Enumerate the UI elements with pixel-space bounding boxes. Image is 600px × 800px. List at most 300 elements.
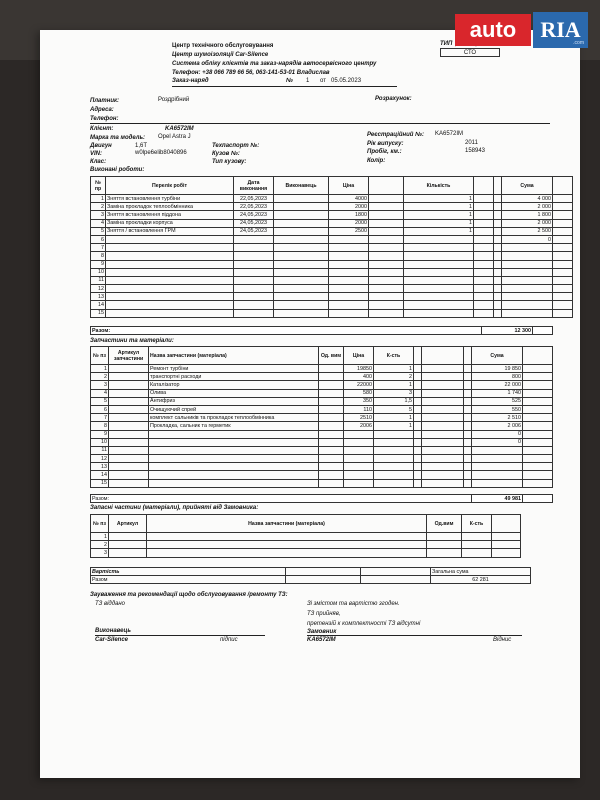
cp-col-qty: К-сть: [462, 515, 492, 533]
parts-cell-art: [109, 373, 149, 381]
parts-cell-price: [344, 430, 374, 438]
parts-cell-unit: [319, 397, 344, 405]
parts-cell-art: [109, 365, 149, 373]
parts-cell-qty: 5: [374, 405, 414, 413]
parts-row: [91, 405, 553, 413]
parts-cell-sum: [472, 463, 523, 471]
works-cell-price: [329, 293, 369, 301]
parts-cell-n: 6: [91, 405, 109, 413]
parts-cell-name: Олива: [149, 389, 319, 397]
parts-cell-unit: [319, 471, 344, 479]
parts-cell-art: [109, 455, 149, 463]
parts-cell-price: [344, 438, 374, 446]
parts-cell-qty: 1: [374, 381, 414, 389]
parts-cell-unit: [319, 381, 344, 389]
parts-cell-art: [109, 463, 149, 471]
client-parts-cell-n: 3: [91, 549, 109, 557]
parts-col-price: Ціна: [344, 347, 374, 365]
works-cell-sum: [502, 260, 553, 268]
parts-col-art: Артикул запчастини: [109, 347, 149, 365]
works-cell-n: 15: [91, 309, 106, 317]
parts-cell-qty: [374, 455, 414, 463]
parts-cell-n: 4: [91, 389, 109, 397]
payer-label: Платник:: [90, 98, 120, 104]
parts-cell-unit: [319, 414, 344, 422]
works-cell-sum: 4 000: [502, 195, 553, 203]
client-parts-table: [90, 514, 521, 558]
parts-cell-unit: [319, 430, 344, 438]
engine-label: Двигун: [90, 143, 112, 149]
autoria-watermark: [455, 12, 590, 50]
works-cell-n: 14: [91, 301, 106, 309]
parts-cell-n: 3: [91, 381, 109, 389]
works-total: [90, 326, 553, 335]
parts-cell-qty: 3: [374, 389, 414, 397]
parts-cell-n: 7: [91, 414, 109, 422]
works-col-executor: Виконавець: [274, 177, 329, 195]
works-row: [91, 309, 573, 317]
parts-cell-price: 350: [344, 397, 374, 405]
parts-cell-sum: [472, 471, 523, 479]
total-cost-label: Загальна сума: [431, 568, 531, 576]
parts-cell-qty: 1: [374, 422, 414, 430]
works-cell-n: 8: [91, 252, 106, 260]
works-cell-date: [234, 309, 274, 317]
works-cell-sum: 2 000: [502, 219, 553, 227]
works-cell-qty: [404, 235, 474, 243]
works-cell-name: [106, 276, 234, 284]
works-cell-qty: [404, 244, 474, 252]
works-cell-name: [106, 301, 234, 309]
works-row: [91, 211, 573, 219]
parts-cell-name: комплект сальників та прокладок теплообмінника: [149, 414, 319, 422]
parts-cell-name: [149, 455, 319, 463]
remarks-value: ТЗ віддано: [95, 601, 126, 607]
works-cell-price: [329, 268, 369, 276]
works-cell-name: [106, 244, 234, 252]
watermark-ria: [533, 12, 588, 48]
works-row: [91, 195, 573, 203]
works-row: [91, 260, 573, 268]
parts-row: [91, 397, 553, 405]
works-cell-date: [234, 301, 274, 309]
cp-col-art: Артикул: [109, 515, 147, 533]
parts-row: [91, 438, 553, 446]
parts-col-no: № пз: [91, 347, 109, 365]
works-cell-n: 11: [91, 276, 106, 284]
works-cell-name: Зняття / встановлення ГРМ: [106, 227, 234, 235]
parts-cell-qty: [374, 463, 414, 471]
parts-cell-art: [109, 422, 149, 430]
works-cell-price: [329, 301, 369, 309]
parts-cell-qty: [374, 471, 414, 479]
customer-label: Замовник: [307, 629, 337, 635]
works-cell-sum: [502, 301, 553, 309]
works-cell-date: [234, 244, 274, 252]
parts-col-qty: К-сть: [374, 347, 414, 365]
model-value: Opel Astra J: [158, 134, 191, 140]
parts-cell-name: Прокладка, сальник та герметик: [149, 422, 319, 430]
works-cell-n: 12: [91, 285, 106, 293]
parts-cell-unit: [319, 389, 344, 397]
works-cell-qty: 1: [404, 227, 474, 235]
parts-cell-n: 14: [91, 471, 109, 479]
reg-value: KA6572IM: [435, 131, 464, 137]
reg-label: Реєстраційний №:: [367, 132, 425, 138]
parts-cell-sum: 2 510: [472, 414, 523, 422]
works-cell-qty: [404, 309, 474, 317]
parts-row: [91, 471, 553, 479]
parts-row: [91, 422, 553, 430]
works-cell-sum: 0: [502, 235, 553, 243]
account-label: Розрахунок:: [375, 96, 412, 102]
parts-cell-n: 5: [91, 397, 109, 405]
parts-cell-name: Очищуючий спрей: [149, 405, 319, 413]
works-cell-name: [106, 260, 234, 268]
address-label: Адреса:: [90, 107, 114, 113]
order-document: [40, 30, 580, 778]
parts-cell-art: [109, 438, 149, 446]
works-cell-price: [329, 309, 369, 317]
parts-cell-n: 2: [91, 373, 109, 381]
works-cell-sum: [502, 276, 553, 284]
order-no-label: №: [286, 78, 293, 84]
works-table: [90, 176, 573, 318]
works-cell-qty: 1: [404, 195, 474, 203]
parts-cell-price: 110: [344, 405, 374, 413]
works-title: Виконані роботи:: [90, 167, 145, 173]
parts-total-label: Разом:: [91, 495, 472, 503]
parts-cell-name: [149, 463, 319, 471]
agree-line-1: Зі змістом та вартістю згоден.: [307, 601, 400, 607]
works-cell-sum: 1 800: [502, 211, 553, 219]
parts-cell-price: [344, 471, 374, 479]
works-cell-qty: [404, 268, 474, 276]
works-cell-sum: [502, 252, 553, 260]
system-name: Система обліку клієнтів та заказ-нарядів автосервісного центру: [172, 61, 377, 67]
customer-sign: Віднис: [493, 637, 512, 643]
works-cell-date: [234, 260, 274, 268]
works-cell-date: 24,05,2023: [234, 227, 274, 235]
year-value: 2011: [465, 140, 478, 146]
parts-cell-art: [109, 397, 149, 405]
works-cell-n: 10: [91, 268, 106, 276]
parts-cell-name: [149, 438, 319, 446]
parts-cell-n: 9: [91, 430, 109, 438]
parts-cell-sum: [472, 455, 523, 463]
works-col-date: Дата виконання: [234, 177, 274, 195]
parts-cell-name: [149, 446, 319, 454]
executor-sign: підпис: [220, 637, 238, 643]
parts-cell-sum: 22 000: [472, 381, 523, 389]
parts-cell-sum: 0: [472, 438, 523, 446]
parts-cell-price: 2006: [344, 422, 374, 430]
order-from-label: от: [320, 78, 326, 84]
works-cell-sum: 2 500: [502, 227, 553, 235]
works-cell-qty: [404, 276, 474, 284]
works-cell-name: [106, 252, 234, 260]
works-cell-sum: [502, 293, 553, 301]
parts-cell-unit: [319, 479, 344, 487]
parts-cell-name: Антифриз: [149, 397, 319, 405]
parts-cell-art: [109, 471, 149, 479]
class-label: Клас:: [90, 159, 107, 165]
works-cell-date: [234, 252, 274, 260]
client-parts-title: Запасні частини (матеріали), прийняті від Замовника:: [90, 505, 259, 511]
parts-cell-price: [344, 463, 374, 471]
parts-cell-price: [344, 479, 374, 487]
parts-cell-price: 19850: [344, 365, 374, 373]
parts-total-value: 49 981: [472, 495, 523, 503]
parts-cell-qty: [374, 446, 414, 454]
parts-row: [91, 430, 553, 438]
watermark-ria-text: RIA: [540, 17, 581, 42]
works-cell-price: 2000: [329, 219, 369, 227]
remarks-title: Зауваження та рекомендації щодо обслуговування /ремонту ТЗ:: [90, 592, 288, 598]
parts-cell-name: [149, 430, 319, 438]
works-col-price: Ціна: [329, 177, 369, 195]
parts-cell-unit: [319, 463, 344, 471]
parts-cell-price: [344, 446, 374, 454]
org-name: Центр технічного обслуговування: [172, 43, 274, 49]
phone-line: Телефон: +38 066 789 66 56, 063-141-53-01 Владислав: [172, 70, 330, 76]
parts-cell-unit: [319, 446, 344, 454]
works-cell-date: [234, 268, 274, 276]
year-label: Рік випуску:: [367, 141, 404, 147]
works-cell-date: [234, 276, 274, 284]
works-cell-price: 2500: [329, 227, 369, 235]
works-row: [91, 285, 573, 293]
works-row: [91, 227, 573, 235]
parts-cell-price: 580: [344, 389, 374, 397]
cp-col-no: № пз: [91, 515, 109, 533]
engine-value: 1,6T: [135, 143, 148, 149]
works-cell-qty: [404, 260, 474, 268]
works-cell-qty: [404, 285, 474, 293]
works-total-value: 12 300: [482, 327, 533, 335]
summary-table: [90, 567, 531, 584]
works-cell-n: 13: [91, 293, 106, 301]
parts-cell-art: [109, 430, 149, 438]
works-cell-qty: [404, 293, 474, 301]
works-cell-date: 24,05,2023: [234, 211, 274, 219]
sum-value: 62 281: [431, 576, 531, 584]
parts-cell-price: 2510: [344, 414, 374, 422]
parts-cell-n: 8: [91, 422, 109, 430]
parts-cell-art: [109, 414, 149, 422]
works-cell-qty: 1: [404, 219, 474, 227]
parts-cell-name: Ремонт турбіни: [149, 365, 319, 373]
parts-cell-sum: [472, 479, 523, 487]
payer-value: Роздрібний: [158, 97, 190, 103]
parts-cell-sum: [472, 446, 523, 454]
works-cell-sum: [502, 309, 553, 317]
parts-col-sum: Сума: [472, 347, 523, 365]
works-cell-qty: [404, 301, 474, 309]
parts-cell-sum: 525: [472, 397, 523, 405]
works-row: [91, 252, 573, 260]
model-label: Марка та модель:: [90, 135, 146, 141]
parts-cell-n: 10: [91, 438, 109, 446]
works-cell-date: [234, 285, 274, 293]
parts-cell-qty: 1,5: [374, 397, 414, 405]
parts-col-name: Назва запчастини (матеріала): [149, 347, 319, 365]
parts-row: [91, 455, 553, 463]
parts-cell-n: 1: [91, 365, 109, 373]
body-no-label: Кузов №:: [212, 151, 240, 157]
client-parts-row: [91, 533, 521, 541]
works-cell-name: Зняття встановлення турбіни: [106, 195, 234, 203]
parts-cell-price: [344, 455, 374, 463]
order-label: Заказ-наряд: [172, 78, 209, 84]
mileage-label: Пробіг, км.:: [367, 149, 402, 155]
type-label: ТИП: [440, 41, 453, 47]
parts-row: [91, 389, 553, 397]
parts-cell-sum: 19 850: [472, 365, 523, 373]
body-type-label: Тип кузову:: [212, 159, 247, 165]
parts-row: [91, 479, 553, 487]
works-cell-price: 4000: [329, 195, 369, 203]
works-cell-sum: [502, 244, 553, 252]
works-cell-n: 6: [91, 235, 106, 243]
parts-cell-n: 11: [91, 446, 109, 454]
cp-col-name: Назва запчастини (матеріала): [147, 515, 427, 533]
color-label: Колір:: [367, 158, 386, 164]
parts-cell-n: 12: [91, 455, 109, 463]
parts-cell-sum: 800: [472, 373, 523, 381]
parts-cell-sum: 2 006: [472, 422, 523, 430]
works-cell-name: [106, 293, 234, 301]
works-cell-date: 22,05,2023: [234, 195, 274, 203]
works-row: [91, 276, 573, 284]
parts-col-unit: Од. вим: [319, 347, 344, 365]
parts-cell-unit: [319, 365, 344, 373]
works-cell-qty: 1: [404, 203, 474, 211]
cp-col-unit: Од.вим: [427, 515, 462, 533]
parts-cell-qty: 2: [374, 373, 414, 381]
works-cell-name: [106, 285, 234, 293]
parts-cell-price: 400: [344, 373, 374, 381]
client-parts-cell-n: 1: [91, 533, 109, 541]
works-cell-name: [106, 235, 234, 243]
parts-cell-art: [109, 446, 149, 454]
works-cell-n: 4: [91, 219, 106, 227]
parts-cell-unit: [319, 438, 344, 446]
works-cell-name: [106, 309, 234, 317]
works-row: [91, 293, 573, 301]
parts-row: [91, 463, 553, 471]
works-cell-sum: [502, 285, 553, 293]
vin-label: VIN:: [90, 151, 102, 157]
works-cell-sum: 2 000: [502, 203, 553, 211]
parts-cell-qty: [374, 479, 414, 487]
parts-cell-n: 15: [91, 479, 109, 487]
works-cell-n: 5: [91, 227, 106, 235]
works-cell-price: [329, 260, 369, 268]
client-parts-row: [91, 549, 521, 557]
customer-value: KA6572IM: [307, 637, 336, 643]
works-cell-n: 3: [91, 211, 106, 219]
works-row: [91, 203, 573, 211]
works-total-label: Разом:: [91, 327, 482, 335]
works-cell-price: [329, 285, 369, 293]
parts-cell-n: 13: [91, 463, 109, 471]
parts-row: [91, 414, 553, 422]
center-name: Центр шумоізоляції Car-Silence: [172, 52, 269, 58]
parts-title: Запчастини та матеріали:: [90, 338, 174, 344]
parts-cell-qty: 1: [374, 365, 414, 373]
works-row: [91, 301, 573, 309]
client-parts-cell-n: 2: [91, 541, 109, 549]
parts-cell-unit: [319, 405, 344, 413]
works-cell-name: Зняття встановлення піддона: [106, 211, 234, 219]
works-cell-sum: [502, 268, 553, 276]
works-col-sum: Сума: [502, 177, 553, 195]
parts-cell-price: 22000: [344, 381, 374, 389]
parts-cell-art: [109, 381, 149, 389]
works-cell-price: [329, 235, 369, 243]
parts-cell-sum: 0: [472, 430, 523, 438]
works-col-qty: Кількість: [404, 177, 474, 195]
client-parts-row: [91, 541, 521, 549]
parts-row: [91, 381, 553, 389]
parts-cell-name: Каталізатор: [149, 381, 319, 389]
client-label: Клієнт:: [90, 126, 114, 132]
parts-table: [90, 346, 553, 488]
works-cell-price: 2000: [329, 203, 369, 211]
cost-label: Вартість: [91, 568, 286, 576]
parts-cell-art: [109, 389, 149, 397]
works-cell-name: Заміна прокладки корпуса: [106, 219, 234, 227]
parts-row: [91, 365, 553, 373]
works-cell-n: 7: [91, 244, 106, 252]
parts-cell-unit: [319, 422, 344, 430]
parts-cell-unit: [319, 373, 344, 381]
works-cell-name: [106, 268, 234, 276]
works-col-name: Перелік робіт: [106, 177, 234, 195]
works-cell-date: [234, 235, 274, 243]
works-cell-qty: 1: [404, 211, 474, 219]
works-cell-price: [329, 276, 369, 284]
order-no: 1: [306, 78, 310, 84]
works-cell-price: 1800: [329, 211, 369, 219]
parts-row: [91, 446, 553, 454]
sum-label: Разом: [91, 576, 286, 584]
parts-cell-name: [149, 479, 319, 487]
works-row: [91, 219, 573, 227]
executor-label: Виконавець: [95, 628, 131, 634]
works-row: [91, 268, 573, 276]
parts-cell-qty: [374, 438, 414, 446]
works-cell-date: [234, 293, 274, 301]
works-cell-qty: [404, 252, 474, 260]
parts-total: [90, 494, 553, 503]
works-cell-date: 22,05,2023: [234, 203, 274, 211]
works-cell-price: [329, 244, 369, 252]
parts-cell-name: [149, 471, 319, 479]
works-cell-date: 24,05,2023: [234, 219, 274, 227]
phone-label: Телефон:: [90, 116, 119, 122]
order-date: 05.05.2023: [331, 78, 362, 84]
parts-cell-sum: 550: [472, 405, 523, 413]
mileage-value: 158943: [465, 148, 486, 154]
vin-value: w0lpe6elib8040896: [135, 150, 187, 156]
works-cell-n: 1: [91, 195, 106, 203]
parts-cell-qty: [374, 430, 414, 438]
parts-cell-name: транспортні расходи: [149, 373, 319, 381]
works-cell-price: [329, 252, 369, 260]
works-col-no: № пр: [91, 177, 106, 195]
